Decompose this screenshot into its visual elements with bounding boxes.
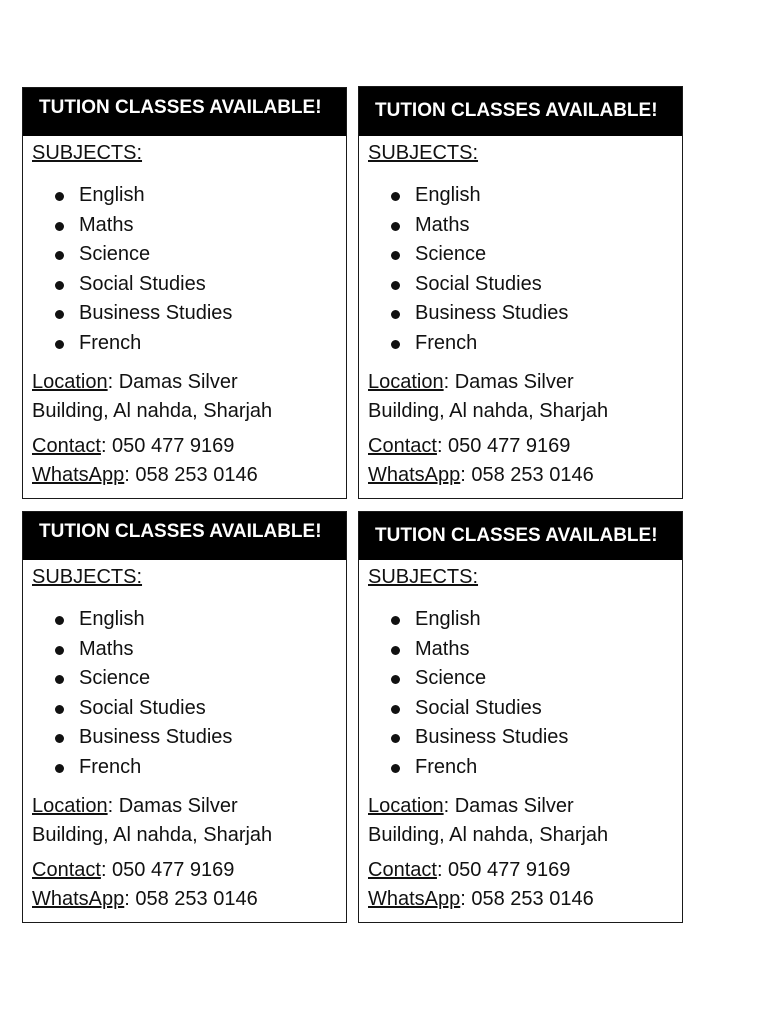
contact-value: : 050 477 9169: [100, 435, 235, 457]
list-item: [368, 274, 682, 304]
subject-name: Social Studies: [415, 272, 542, 295]
flyer-title: TUTION CLASSES AVAILABLE!: [39, 97, 322, 118]
subject-name: Social Studies: [79, 272, 206, 295]
list-item: [368, 668, 682, 698]
bullet-icon: [55, 222, 64, 231]
tuition-flyer: [22, 511, 347, 923]
subject-name: Business Studies: [79, 302, 233, 324]
contact-line: [368, 856, 682, 885]
location-value: : Damas Silver: [443, 371, 574, 393]
list-item: [368, 215, 682, 245]
subject-list: [32, 185, 346, 362]
location-line: [32, 792, 346, 821]
tuition-flyer: [358, 511, 683, 923]
subject-name: Business Studies: [79, 726, 233, 748]
subject-name: Science: [415, 243, 487, 265]
list-item: [368, 244, 682, 274]
subject-list: [32, 609, 346, 786]
list-item: [368, 609, 682, 639]
list-item: [32, 333, 346, 363]
bullet-icon: [391, 281, 400, 290]
location-block: [368, 368, 682, 426]
flyer-body: [359, 560, 682, 914]
contact-block: [368, 432, 682, 490]
contact-line: [32, 856, 346, 885]
bullet-icon: [391, 675, 400, 684]
subject-name: Science: [79, 667, 151, 689]
list-item: [32, 185, 346, 215]
flyer-body: [23, 560, 346, 914]
whatsapp-value: : 058 253 0146: [460, 888, 594, 910]
whatsapp-value: : 058 253 0146: [124, 464, 258, 486]
subjects-label: SUBJECTS:: [32, 566, 143, 588]
contact-value: : 050 477 9169: [436, 435, 571, 457]
whatsapp-label: WhatsApp: [368, 464, 461, 486]
subject-name: Maths: [79, 213, 134, 236]
bullet-icon: [55, 705, 64, 714]
bullet-icon: [55, 310, 64, 319]
subject-name: French: [79, 755, 142, 778]
bullet-icon: [55, 734, 64, 743]
subject-name: Science: [79, 243, 151, 265]
location-block: [368, 792, 682, 850]
contact-line: [32, 432, 346, 461]
subject-name: English: [415, 608, 481, 630]
subject-name: French: [415, 755, 478, 778]
subjects-label: SUBJECTS:: [32, 142, 143, 164]
list-item: [32, 639, 346, 669]
subject-name: Maths: [79, 637, 134, 660]
flyer-body: [359, 136, 682, 490]
whatsapp-label: WhatsApp: [32, 464, 125, 486]
location-line: [368, 368, 682, 397]
list-item: [32, 303, 346, 333]
contact-label: Contact: [32, 435, 101, 457]
contact-block: [32, 432, 346, 490]
subjects-label: SUBJECTS:: [368, 142, 479, 164]
bullet-icon: [391, 251, 400, 260]
list-item: [368, 639, 682, 669]
location-line-2: Building, Al nahda, Sharjah: [368, 824, 609, 846]
list-item: [368, 757, 682, 787]
bullet-icon: [391, 222, 400, 231]
contact-label: Contact: [368, 859, 437, 881]
subject-name: Social Studies: [415, 696, 542, 719]
location-label: Location: [368, 371, 444, 393]
whatsapp-line: [368, 885, 682, 914]
bullet-icon: [55, 646, 64, 655]
bullet-icon: [391, 705, 400, 714]
subject-list: [368, 609, 682, 786]
subject-name: Science: [415, 667, 487, 689]
list-item: [32, 215, 346, 245]
contact-line: [368, 432, 682, 461]
list-item: [368, 698, 682, 728]
location-line: [368, 792, 682, 821]
subject-name: French: [79, 331, 142, 354]
list-item: [368, 303, 682, 333]
tuition-flyer: [22, 87, 347, 499]
flyer-title: TUTION CLASSES AVAILABLE!: [375, 100, 658, 121]
bullet-icon: [55, 340, 64, 349]
subject-name: French: [415, 331, 478, 354]
subject-name: Social Studies: [79, 696, 206, 719]
flyer-body: [23, 136, 346, 490]
whatsapp-value: : 058 253 0146: [124, 888, 258, 910]
subject-name: English: [79, 608, 145, 630]
flyer-header: [23, 512, 346, 560]
contact-block: [368, 856, 682, 914]
subject-name: English: [415, 184, 481, 206]
whatsapp-label: WhatsApp: [368, 888, 461, 910]
whatsapp-value: : 058 253 0146: [460, 464, 594, 486]
bullet-icon: [391, 764, 400, 773]
location-line-2: Building, Al nahda, Sharjah: [32, 400, 273, 422]
list-item: [32, 727, 346, 757]
contact-block: [32, 856, 346, 914]
subject-name: English: [79, 184, 145, 206]
location-line: [32, 368, 346, 397]
location-value: : Damas Silver: [107, 795, 238, 817]
subject-name: Maths: [415, 637, 470, 660]
bullet-icon: [391, 734, 400, 743]
location-line-2: Building, Al nahda, Sharjah: [368, 400, 609, 422]
bullet-icon: [391, 192, 400, 201]
flyer-header: [359, 87, 682, 136]
subject-list: [368, 185, 682, 362]
location-label: Location: [368, 795, 444, 817]
location-value: : Damas Silver: [107, 371, 238, 393]
list-item: [32, 698, 346, 728]
list-item: [32, 274, 346, 304]
contact-value: : 050 477 9169: [100, 859, 235, 881]
flyer-title: TUTION CLASSES AVAILABLE!: [39, 521, 322, 542]
list-item: [368, 727, 682, 757]
whatsapp-line: [368, 461, 682, 490]
list-item: [32, 609, 346, 639]
subject-name: Business Studies: [415, 302, 569, 324]
bullet-icon: [55, 281, 64, 290]
subjects-label: SUBJECTS:: [368, 566, 479, 588]
subject-name: Maths: [415, 213, 470, 236]
list-item: [368, 333, 682, 363]
list-item: [32, 668, 346, 698]
location-label: Location: [32, 371, 108, 393]
bullet-icon: [55, 251, 64, 260]
bullet-icon: [55, 616, 64, 625]
tuition-flyer: [358, 86, 683, 499]
bullet-icon: [55, 192, 64, 201]
bullet-icon: [391, 310, 400, 319]
flyer-header: [23, 88, 346, 136]
location-label: Location: [32, 795, 108, 817]
location-line-2: Building, Al nahda, Sharjah: [32, 824, 273, 846]
bullet-icon: [55, 764, 64, 773]
list-item: [368, 185, 682, 215]
contact-label: Contact: [32, 859, 101, 881]
flyer-title: TUTION CLASSES AVAILABLE!: [375, 525, 658, 546]
location-block: [32, 368, 346, 426]
bullet-icon: [391, 340, 400, 349]
list-item: [32, 244, 346, 274]
contact-label: Contact: [368, 435, 437, 457]
whatsapp-line: [32, 885, 346, 914]
bullet-icon: [391, 616, 400, 625]
flyer-header: [359, 512, 682, 560]
list-item: [32, 757, 346, 787]
whatsapp-label: WhatsApp: [32, 888, 125, 910]
bullet-icon: [391, 646, 400, 655]
location-value: : Damas Silver: [443, 795, 574, 817]
bullet-icon: [55, 675, 64, 684]
subject-name: Business Studies: [415, 726, 569, 748]
location-block: [32, 792, 346, 850]
whatsapp-line: [32, 461, 346, 490]
contact-value: : 050 477 9169: [436, 859, 571, 881]
